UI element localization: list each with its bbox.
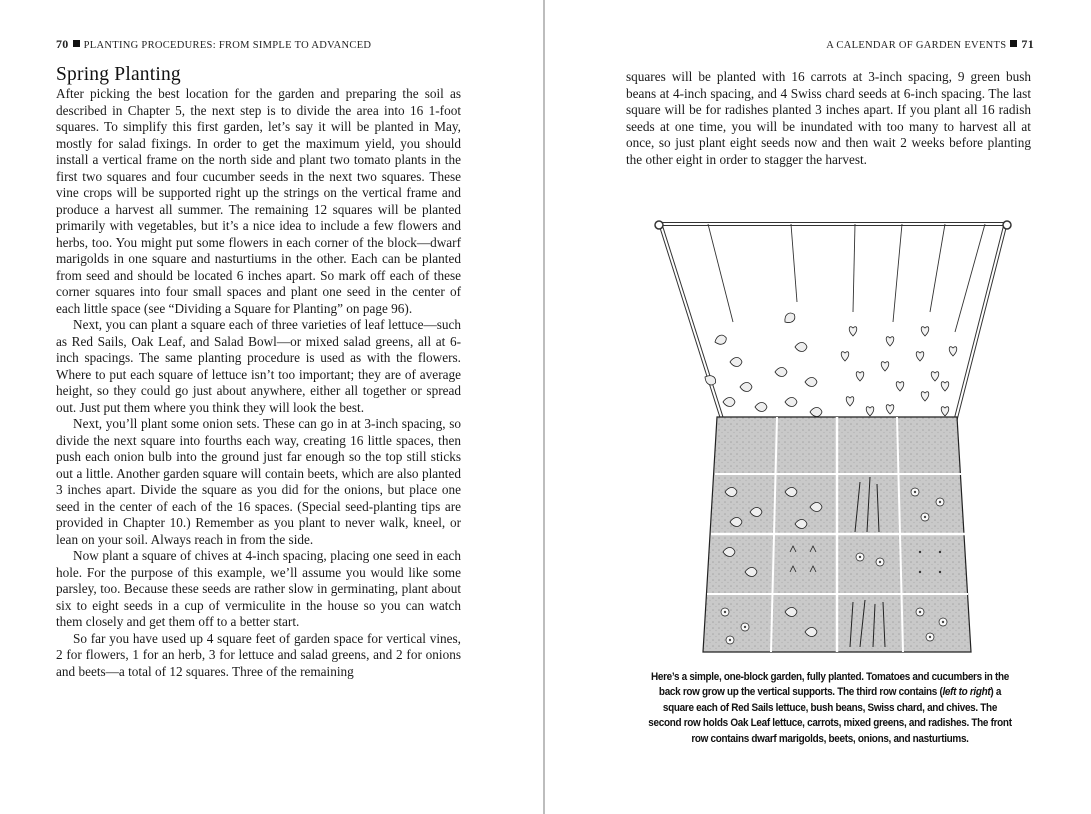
running-head-text: PLANTING PROCEDURES: FROM SIMPLE TO ADVANCED (83, 40, 372, 51)
running-head-text: A CALENDAR OF GARDEN EVENTS (826, 40, 1007, 51)
body-text-left (56, 86, 461, 680)
paragraph: squares will be planted with 16 carrots at 3-inch spacing, 9 green bush beans at 4-inch spacing, and 4 Swiss chard seeds at 6-inch spacing. The last square will be for radishes planted 3 inches apart. If you plant all 16 radish seeds at one time, you will be inundated with too many to harvest all at once, so just plant eight seeds now and then wait 2 weeks before planting the other eight in order to stagger the harvest. (626, 69, 1031, 167)
square-bullet-icon (73, 40, 80, 47)
running-head-right (826, 37, 1034, 52)
support-strings (708, 224, 985, 332)
page-number: 71 (1021, 37, 1034, 51)
body-text-right (626, 69, 1031, 168)
tomato-cucumber-vines (703, 311, 957, 417)
caption-text: ) a square each of Red Sails lettuce, bush beans, Swiss chard, and chives. The second row holds Oak Leaf lettuce, carrots, mixed greens, and radishes. The front row contains dwarf marigolds, beets, onions, and nasturtiums. (648, 686, 1012, 745)
paragraph: Next, you’ll plant some onion sets. These can go in at 3-inch spacing, so divide the next square into fourths each way, creating 16 little spaces, then push each onion bulb into the ground just far enough so the top still sticks out a little. Another garden square will contain beets, which are also planted 3 inches apart. Divide the square as you did for the onions, but place one seed in the center of each of the 16 spaces. (Special seed-planting tips are provided in Chapter 10.) Remember as you plant to never walk, kneel, or lean on your soil. Always reach in from the side. (56, 416, 461, 547)
paragraph: Next, you can plant a square each of three varieties of leaf lettuce—such as Red Sails, Oak Leaf, and Salad Bowl—or mixed salad greens, all at 6-inch spacings. The same planting procedure is used as with the flowers. Where to put each square of lettuce isn’t too important; they are of average height, so they could go just about anywhere, either all together or spread out. Just put them where you think they will look the best. (56, 317, 461, 415)
paragraph: So far you have used up 4 square feet of garden space for vertical vines, 2 for flowers, 1 for an herb, 3 for lettuce and salad greens, and 2 for onions and beets—a total of 12 squares. Three of the remaining (56, 630, 461, 679)
running-head-left (56, 37, 371, 52)
page-number: 70 (56, 37, 69, 51)
paragraph: After picking the best location for the garden and preparing the soil as described in Chapter 5, the next step is to divide the area into 16 1-foot squares. To simplify this first garden, let’s say it will be planted in May, mostly for salad fixings. In order to get the maximum yield, you should install a vertical frame on the north side and plant two tomato plants in the first two squares and four cucumber seeds in the next two squares. These vine crops will be supported right up the strings on the vertical frame and produce a harvest all summer. The remaining 12 squares will be planted primarily with vegetables, but it’s a nice idea to include a few flowers and herbs, too. You might put some flowers in each corner of the block—dwarf marigolds in one square and nasturtiums in the other. Each can be planted from seed and should be located 6 inches apart. So mark off each of these corner squares into four small spaces and plant one seed in the center of each little space (see “Dividing a Square for Planting” on page 96). (56, 86, 461, 316)
paragraph: Now plant a square of chives at 4-inch spacing, placing one seed in each hole. For the purpose of this example, we’ll assume you would like some parsley, too. Because these seeds are rather slow in germinating, plant about six to eight seeds in a cup of vermiculite in the house so you can watch them closely and get them off to a better start. (56, 548, 461, 629)
right-page (545, 0, 1091, 814)
caption-text: Here’s a simple, one-block garden, fully planted. Tomatoes and cucumbers in the back row grow up the vertical supports. The third row contains ( (651, 671, 1009, 699)
figure-caption (648, 670, 1012, 747)
caption-italic: left to right (942, 686, 991, 699)
square-bullet-icon (1010, 40, 1017, 47)
garden-block (703, 417, 971, 652)
section-title: Spring Planting (56, 64, 181, 85)
garden-illustration (645, 212, 1021, 662)
left-page (0, 0, 544, 814)
